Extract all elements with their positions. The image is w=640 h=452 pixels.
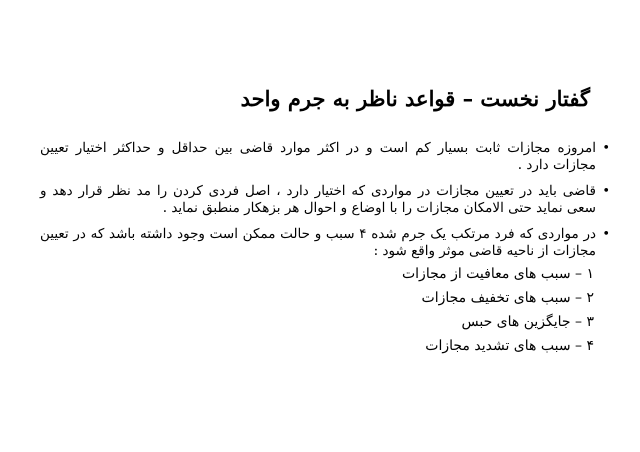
slide-title: گفتار نخست – قواعد ناظر به جرم واحد xyxy=(240,86,590,111)
bullet-item xyxy=(40,140,610,174)
bullet-item xyxy=(40,183,610,217)
numbered-item: ۱ – سبب های معافیت از مجازات xyxy=(401,266,594,282)
numbered-item: ۴ – سبب های تشدید مجازات xyxy=(425,338,594,354)
bullet-item xyxy=(40,226,610,260)
bullet-text: امروزه مجازات ثابت بسیار کم است و در اکثر موارد قاضی بین حداقل و حداکثر اختیار تعیین مجازات دارد . xyxy=(40,140,596,173)
bullet-text: قاضی باید در تعیین مجازات در مواردی که اختیار دارد ، اصل فردی کردن را مد نظر قرار دهد و سعی نماید حتی الامکان مجازات را با اوضاع و احوال هر بزهکار منطبق نماید . xyxy=(40,183,596,216)
numbered-item: ۲ – سبب های تخفیف مجازات xyxy=(421,290,594,306)
bullet-dot-icon: • xyxy=(602,141,610,156)
bullet-text: در مواردی که فرد مرتکب یک جرم شده ۴ سبب و حالت ممکن است وجود داشته باشد که در تعیین مجازات از ناحیه قاضی موثر واقع شود : xyxy=(40,226,596,259)
numbered-list xyxy=(294,262,594,358)
bullet-dot-icon: • xyxy=(602,184,610,199)
bullet-list xyxy=(40,140,610,269)
numbered-item: ۳ – جایگزین های حبس xyxy=(461,314,594,330)
bullet-dot-icon: • xyxy=(602,227,610,242)
